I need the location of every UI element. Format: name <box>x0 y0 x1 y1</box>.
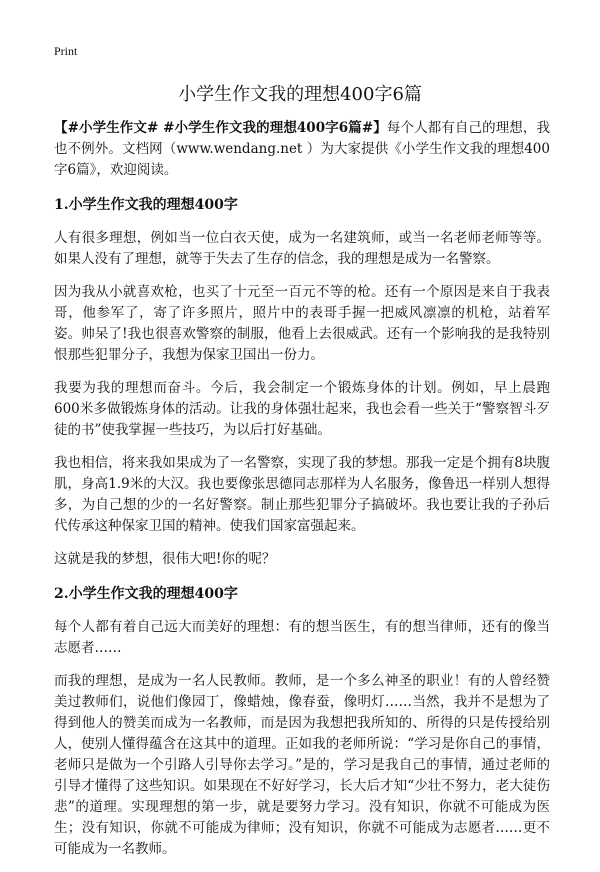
print-link[interactable]: Print <box>54 44 78 58</box>
paragraph: 人有很多理想，例如当一位白衣天使，成为一名建筑师，或当一名老师老师等等。如果人没有了理想，就等于失去了生存的信念，我的理想是成为一名警察。 <box>54 230 550 267</box>
article-body <box>54 118 550 872</box>
paragraph: 这就是我的梦想，很伟大吧!你的呢？ <box>54 551 276 567</box>
paragraph: 而我的理想，是成为一名人民教师。教师，是一个多么神圣的职业！有的人曾经赞美过教师们，说他们像园丁，像蜡烛，像春蚕，像明灯……当然，我并不是想为了得到他人的赞美而成为一名教师，而是因为我想把我所知的、所得的只是传授给别人，使别人懂得蕴含在这其中的道理。正如我的老师所说：“学习是你自己的事情，老师只是做为一个引路人引导你去学习。”是的，学习是我自己的事情，通过老师的引导才懂得了这些知识。如果现在不好好学习，长大后才知“少壮不努力，老大徒伤悲”的道理。实现理想的第一步，就是要努力学习。没有知识，你就不可能成为医生；没有知识，你就不可能成为律师；没有知识，你就不可能成为志愿者……更不可能成为一名教师。 <box>54 673 550 857</box>
paragraph: 我要为我的理想而奋斗。今后，我会制定一个锻炼身体的计划。例如，早上晨跑600米多做锻炼身体的活动。让我的身体强壮起来，我也会看一些关于“警察智斗歹徒的书”使我掌握一些技巧，为以后打好基础。 <box>54 380 550 438</box>
page-title: 小学生作文我的理想400字6篇 <box>178 84 422 105</box>
intro-paragraph <box>54 118 550 181</box>
intro-tag: 【#小学生作文# #小学生作文我的理想400字6篇#】 <box>54 120 387 136</box>
paragraph: 每个人都有着自己远大而美好的理想：有的想当医生，有的想当律师，还有的像当志愿者…… <box>54 619 550 656</box>
section-heading: 2.小学生作文我的理想400字 <box>54 586 238 602</box>
paragraph: 因为我从小就喜欢枪，也买了十元至一百元不等的枪。还有一个原因是来自于我表哥，他参军了，寄了许多照片，照片中的表哥手握一把威风凛凛的机枪，站着军姿。帅呆了!我也很喜欢警察的制服，他看上去很威武。还有一个影响我的是我特别恨那些犯罪分子，我想为保家卫国出一份力。 <box>54 284 550 363</box>
section-heading: 1.小学生作文我的理想400字 <box>54 197 238 213</box>
paragraph: 我也相信，将来我如果成为了一名警察，实现了我的梦想。那我一定是个拥有8块腹肌，身高1.9米的大汉。我也要像张思德同志那样为人名服务，像鲁迅一样别人想得多，为自己想的少的一名好警察。制止那些犯罪分子搞破坏。我也要让我的子孙后代传承这种保家卫国的精神。使我们国家富强起来。 <box>54 455 550 534</box>
intro-text: 每个人都有自己的理想，我也不例外。文档网（www.wendang.net ）为大家提供《小学生作文我的理想400字6篇》，欢迎阅读。 <box>54 120 550 178</box>
